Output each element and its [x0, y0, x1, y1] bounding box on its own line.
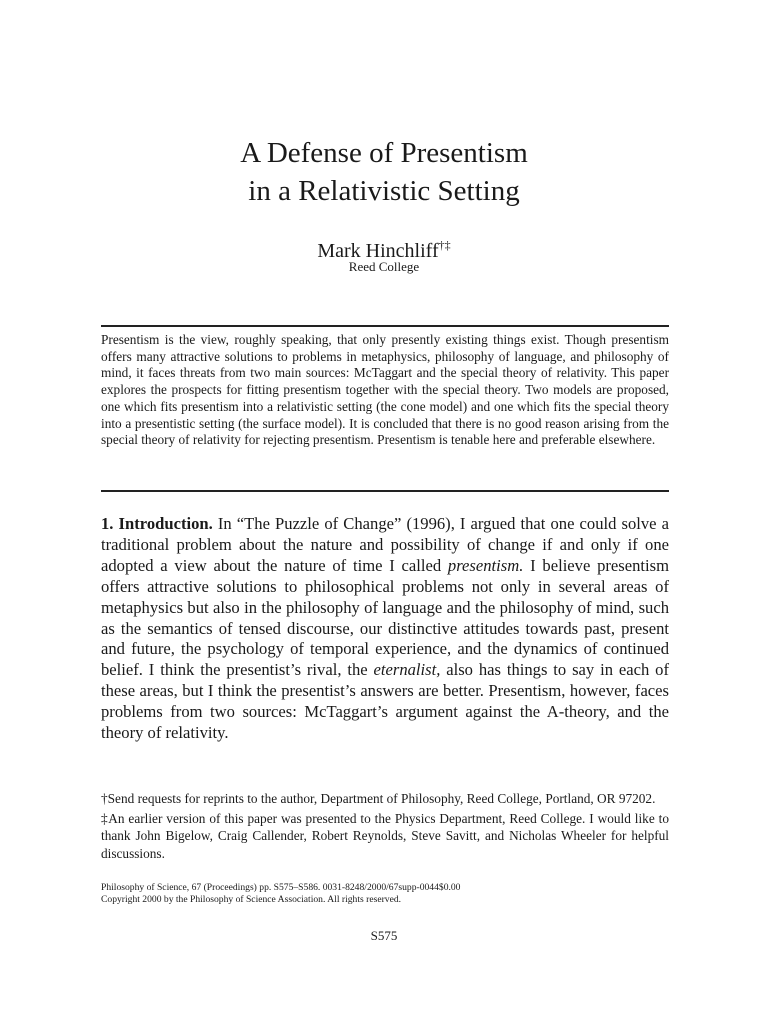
abstract-bottom-rule — [101, 490, 669, 492]
author-affiliation: Reed College — [348, 259, 420, 274]
footnote-double-dagger: ‡An earlier version of this paper was presented to the Physics Department, Reed College. I would like to thank John Bigelow, Craig Callender, Robert Reynolds, Steve Savitt, and Nicholas Wheeler for helpful discussions. — [101, 811, 669, 861]
abstract-top-rule — [101, 325, 669, 327]
intro-text-2: I believe presentism offers attractive solutions to philosophical problems not only in several areas of metaphysics but also in the philosophy of language and the philosophy of mind, such as the semantics of tensed discourse, our distinctive attitudes towards past, present and future, the psychology of temporal experience, and the dynamics of continued belief. I think the presentist’s rival, the — [101, 555, 670, 680]
footnote-dagger: †Send requests for reprints to the author, Department of Philosophy, Reed College, Portland, OR 97202. — [101, 791, 656, 806]
author-name: Mark Hinchliff — [317, 240, 439, 262]
introduction-paragraph — [101, 514, 669, 744]
footnote-marks: †‡ — [438, 238, 451, 252]
paper-title — [0, 134, 768, 210]
intro-text-3: also has things to say in each of these areas, but I think the presentist’s answers are better. Presentism, however, faces problems from two sources: McTaggart’s argument against the A-theory, and the theory of relativity. — [101, 660, 669, 743]
abstract-text: Presentism is the view, roughly speaking, that only presently existing things exist. Though presentism offers many attractive solutions to problems in metaphysics, philosophy of language, and philosophy of mind, it faces threats from two main sources: McTaggart and the special theory of relativity. This paper explores the prospects for fitting presentism together with the special theory. Two models are proposed, one which fits presentism into a relativistic setting (the cone model) and one which fits the special theory into a presentistic setting (the surface model). It is concluded that there is no good reason arising from the special theory of relativity for rejecting presentism. Presentism is tenable here and preferable elsewhere. — [101, 332, 669, 448]
intro-text-1: In “The Puzzle of Change” (1996), I argued that one could solve a traditional problem about the nature and possibility of change if and only if one adopted a view about the nature of time I called — [101, 514, 669, 575]
page-number: S575 — [370, 928, 398, 943]
publication-info — [101, 882, 669, 906]
title-line-2: in a Relativistic Setting — [248, 175, 520, 207]
section-heading: 1. Introduction. — [101, 514, 213, 533]
title-line-1: A Defense of Presentism — [240, 137, 528, 169]
publication-line-1: Philosophy of Science, 67 (Proceedings) pp. S575–S586. 0031-8248/2000/67supp-0044$0.00 — [101, 882, 461, 893]
intro-term-eternalist: eternalist, — [373, 660, 441, 680]
publication-line-2: Copyright 2000 by the Philosophy of Science Association. All rights reserved. — [101, 894, 402, 905]
footnotes — [101, 790, 669, 862]
intro-term-presentism: presentism. — [447, 555, 524, 575]
